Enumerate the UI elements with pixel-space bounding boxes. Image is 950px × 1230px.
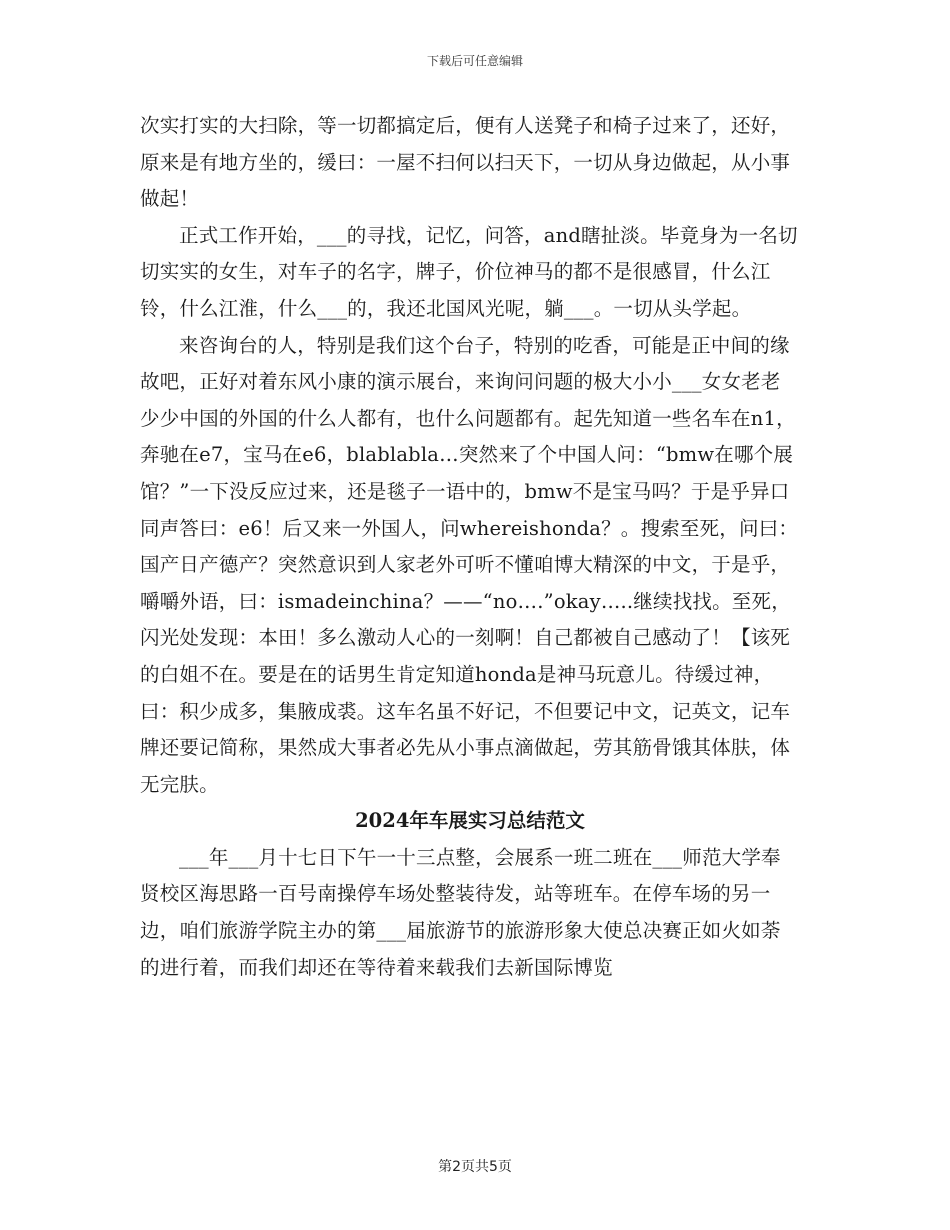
section-title: 2024年车展实习总结范文 [355,809,585,833]
paragraph-info-desk: 来咨询台的人，特别是我们这个台子，特别的吃香，可能是正中间的缘故吧，正好对着东风小康的演示展台，来询问问题的极大小小___女女老老少少中国的外国的什么人都有，也什么问题都有。起先知道一些名车在n1，奔驰在e7，宝马在e6，blablabla…突然来了个中国人问：“bmw在哪个展馆？”一下没反应过来，还是毯子一语中的，bmw不是宝马吗？于是乎异口同声答曰：e6！后又来一外国人，问whereishonda？。搜索至死，问曰：国产日产德产？突然意识到人家老外可听不懂咱博大精深的中文，于是乎，嚼嚼外语，曰：ismadeinchina？——“no….”okay…..继续找找。至死，闪光处发现：本田！多么激动人心的一刻啊！自己都被自己感动了！【该死的白姐不在。要是在的话男生肯定知道honda是神马玩意儿。待缓过神，曰：积少成多，集腋成裘。这车名虽不好记，不但要记中文，记英文，记车牌还要记简称，果然成大事者必先从小事点滴做起，劳其筋骨饿其体肤，体无完肤。 [140,333,799,796]
page-footer: 第2页共5页 [438,1159,512,1175]
paragraph-continued: 次实打实的大扫除，等一切都搞定后，便有人送凳子和椅子过来了，还好，原来是有地方坐的，缓曰：一屋不扫何以扫天下，一切从身边做起，从小事做起！ [140,114,791,211]
document-body [140,108,800,986]
paragraph-work-start: 正式工作开始，___的寻找，记忆，问答，and瞎扯淡。毕竟身为一名切切实实的女生，对车子的名字，牌子，价位神马的都不是很感冒，什么江铃，什么江淮，什么___的，我还北国风光呢，躺___。一切从头学起。 [140,223,798,320]
paragraph-section-intro: ___年___月十七日下午一十三点整，会展系一班二班在___师范大学奉贤校区海思路一百号南操停车场处整装待发，站等班车。在停车场的另一边，咱们旅游学院主办的第___届旅游节的旅游形象大使总决赛正如火如荼的进行着，而我们却还在等待着来载我们去新国际博览 [140,845,781,979]
page-header: 下载后可任意编辑 [426,54,523,68]
